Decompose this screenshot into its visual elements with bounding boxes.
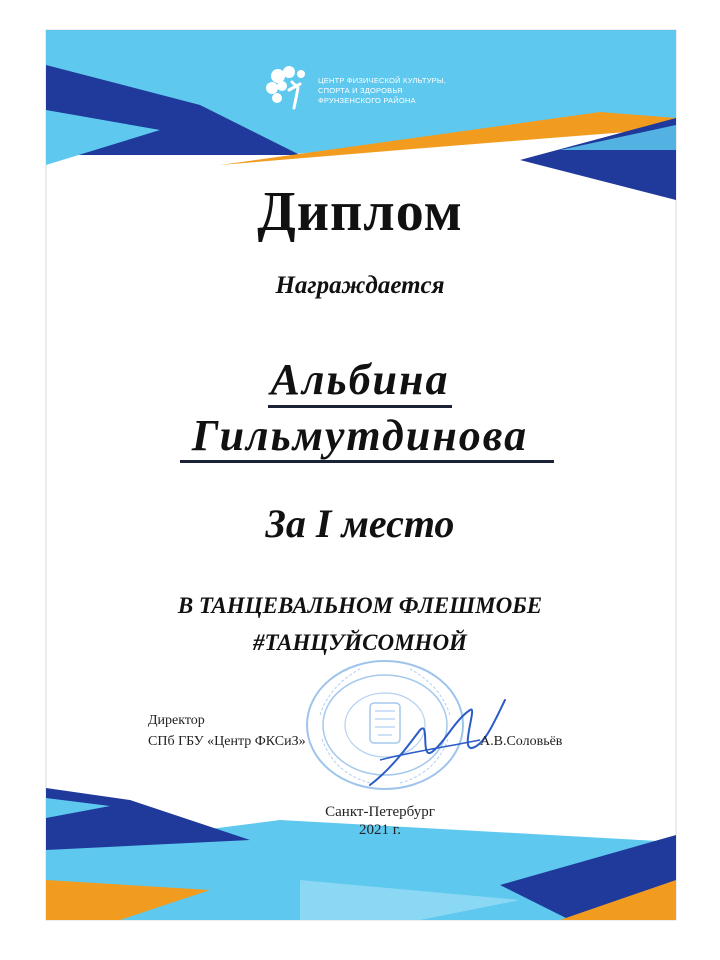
event-line-2: #ТАНЦУЙСОМНОЙ [253,630,467,655]
logo-line-1: ЦЕНТР ФИЗИЧЕСКОЙ КУЛЬТУРЫ, [318,76,446,85]
logo-text [318,76,446,106]
director-title: Директор [148,713,205,728]
last-name-underline [180,460,554,463]
logo-line-2: СПОРТА И ЗДОРОВЬЯ [318,86,403,95]
diploma-title: Диплом [257,181,463,243]
recipient-first-name: Альбина [270,355,450,404]
logo-line-3: ФРУНЗЕНСКОГО РАЙОНА [318,96,416,105]
organization-logo [262,58,482,118]
organization-name: СПб ГБУ «Центр ФКСиЗ» [148,734,306,749]
signer-name: А.В.Соловьёв [480,734,563,749]
awarded-label: Награждается [275,272,445,299]
flower-person-logo-icon [262,62,314,114]
recipient-last-name: Гильмутдинова [191,411,529,460]
place-award: За I место [265,501,455,546]
footer-city: Санкт-Петербург [325,804,435,820]
first-name-underline [268,405,452,408]
footer-year: 2021 г. [359,822,401,838]
event-line-1: В ТАНЦЕВАЛЬНОМ ФЛЕШМОБЕ [177,593,543,618]
